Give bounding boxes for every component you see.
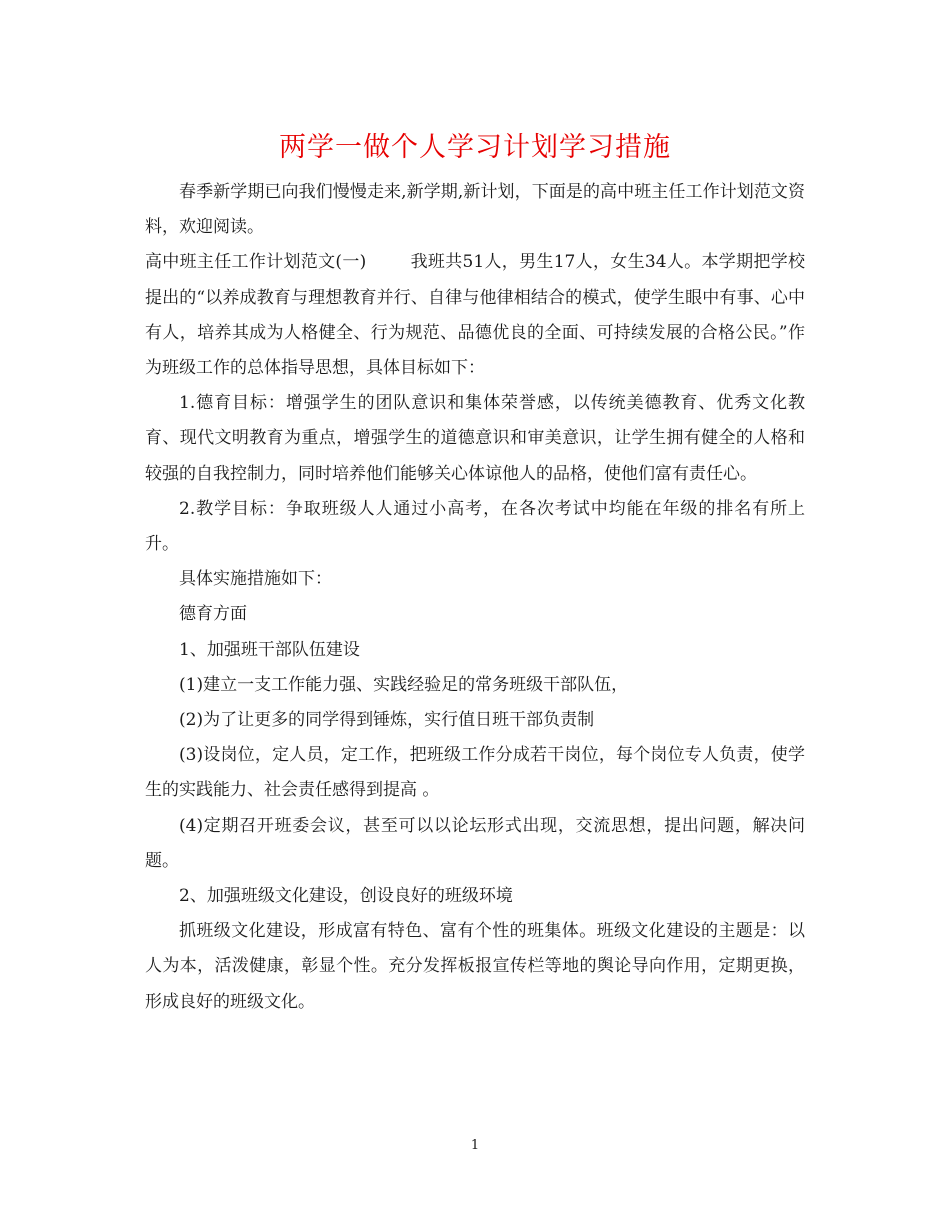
paragraph-item-3: (3)设岗位，定人员，定工作，把班级工作分成若干岗位，每个岗位专人负责，使学生的实践能力、社会责任感得到提高 。 [145, 745, 805, 801]
paragraph-class-overview [145, 245, 805, 386]
page-number: 1 [470, 1138, 480, 1153]
paragraph-moral-aspect: 德育方面 [179, 604, 247, 625]
paragraph-moral-goal: 1.德育目标：增强学生的团队意识和集体荣誉感，以传统美德教育、优秀文化教育、现代文明教育为重点，增强学生的道德意识和审美意识，让学生拥有健全的人格和较强的自我控制力，同时培养他们能够关心体谅他人的品格，使他们富有责任心。 [145, 393, 805, 484]
section-heading-sample: 高中班主任工作计划范文(一) [145, 252, 367, 273]
paragraph-culture-building: 2、加强班级文化建设，创设良好的班级环境 [179, 886, 513, 907]
paragraph-intro: 春季新学期已向我们慢慢走来,新学期,新计划，下面是的高中班主任工作计划范文资料，欢迎阅读。 [145, 182, 805, 238]
paragraph-measures-heading: 具体实施措施如下： [179, 569, 332, 590]
paragraph-item-1: (1)建立一支工作能力强、实践经验足的常务班级干部队伍， [179, 674, 629, 695]
paragraph-teaching-goal: 2.教学目标：争取班级人人通过小高考，在各次考试中均能在年级的排名有所上升。 [145, 498, 805, 555]
paragraph-item-4: (4)定期召开班委会议，甚至可以以论坛形式出现，交流思想，提出问题，解决问题。 [145, 815, 805, 871]
document-title: 两学一做个人学习计划学习措施 [279, 132, 671, 163]
paragraph-item-2: (2)为了让更多的同学得到锤炼，实行值日班干部负责制 [179, 710, 595, 731]
paragraph-culture-detail: 抓班级文化建设，形成富有特色、富有个性的班集体。班级文化建设的主题是：以人为本，活泼健康，彰显个性。充分发挥板报宣传栏等地的舆论导向作用，定期更换，形成良好的班级文化。 [145, 921, 805, 1012]
class-overview-text: 我班共51人，男生17人，女生34人。本学期把学校提出的“以养成教育与理想教育并行、自律与他律相结合的模式，使学生眼中有事、心中有人，培养其成为人格健全、行为规范、品德优良的全面、可持续发展的合格公民。”作为班级工作的总体指导思想，具体目标如下： [145, 252, 805, 379]
paragraph-cadre-building: 1、加强班干部队伍建设 [179, 639, 360, 660]
document-body [145, 175, 805, 1020]
